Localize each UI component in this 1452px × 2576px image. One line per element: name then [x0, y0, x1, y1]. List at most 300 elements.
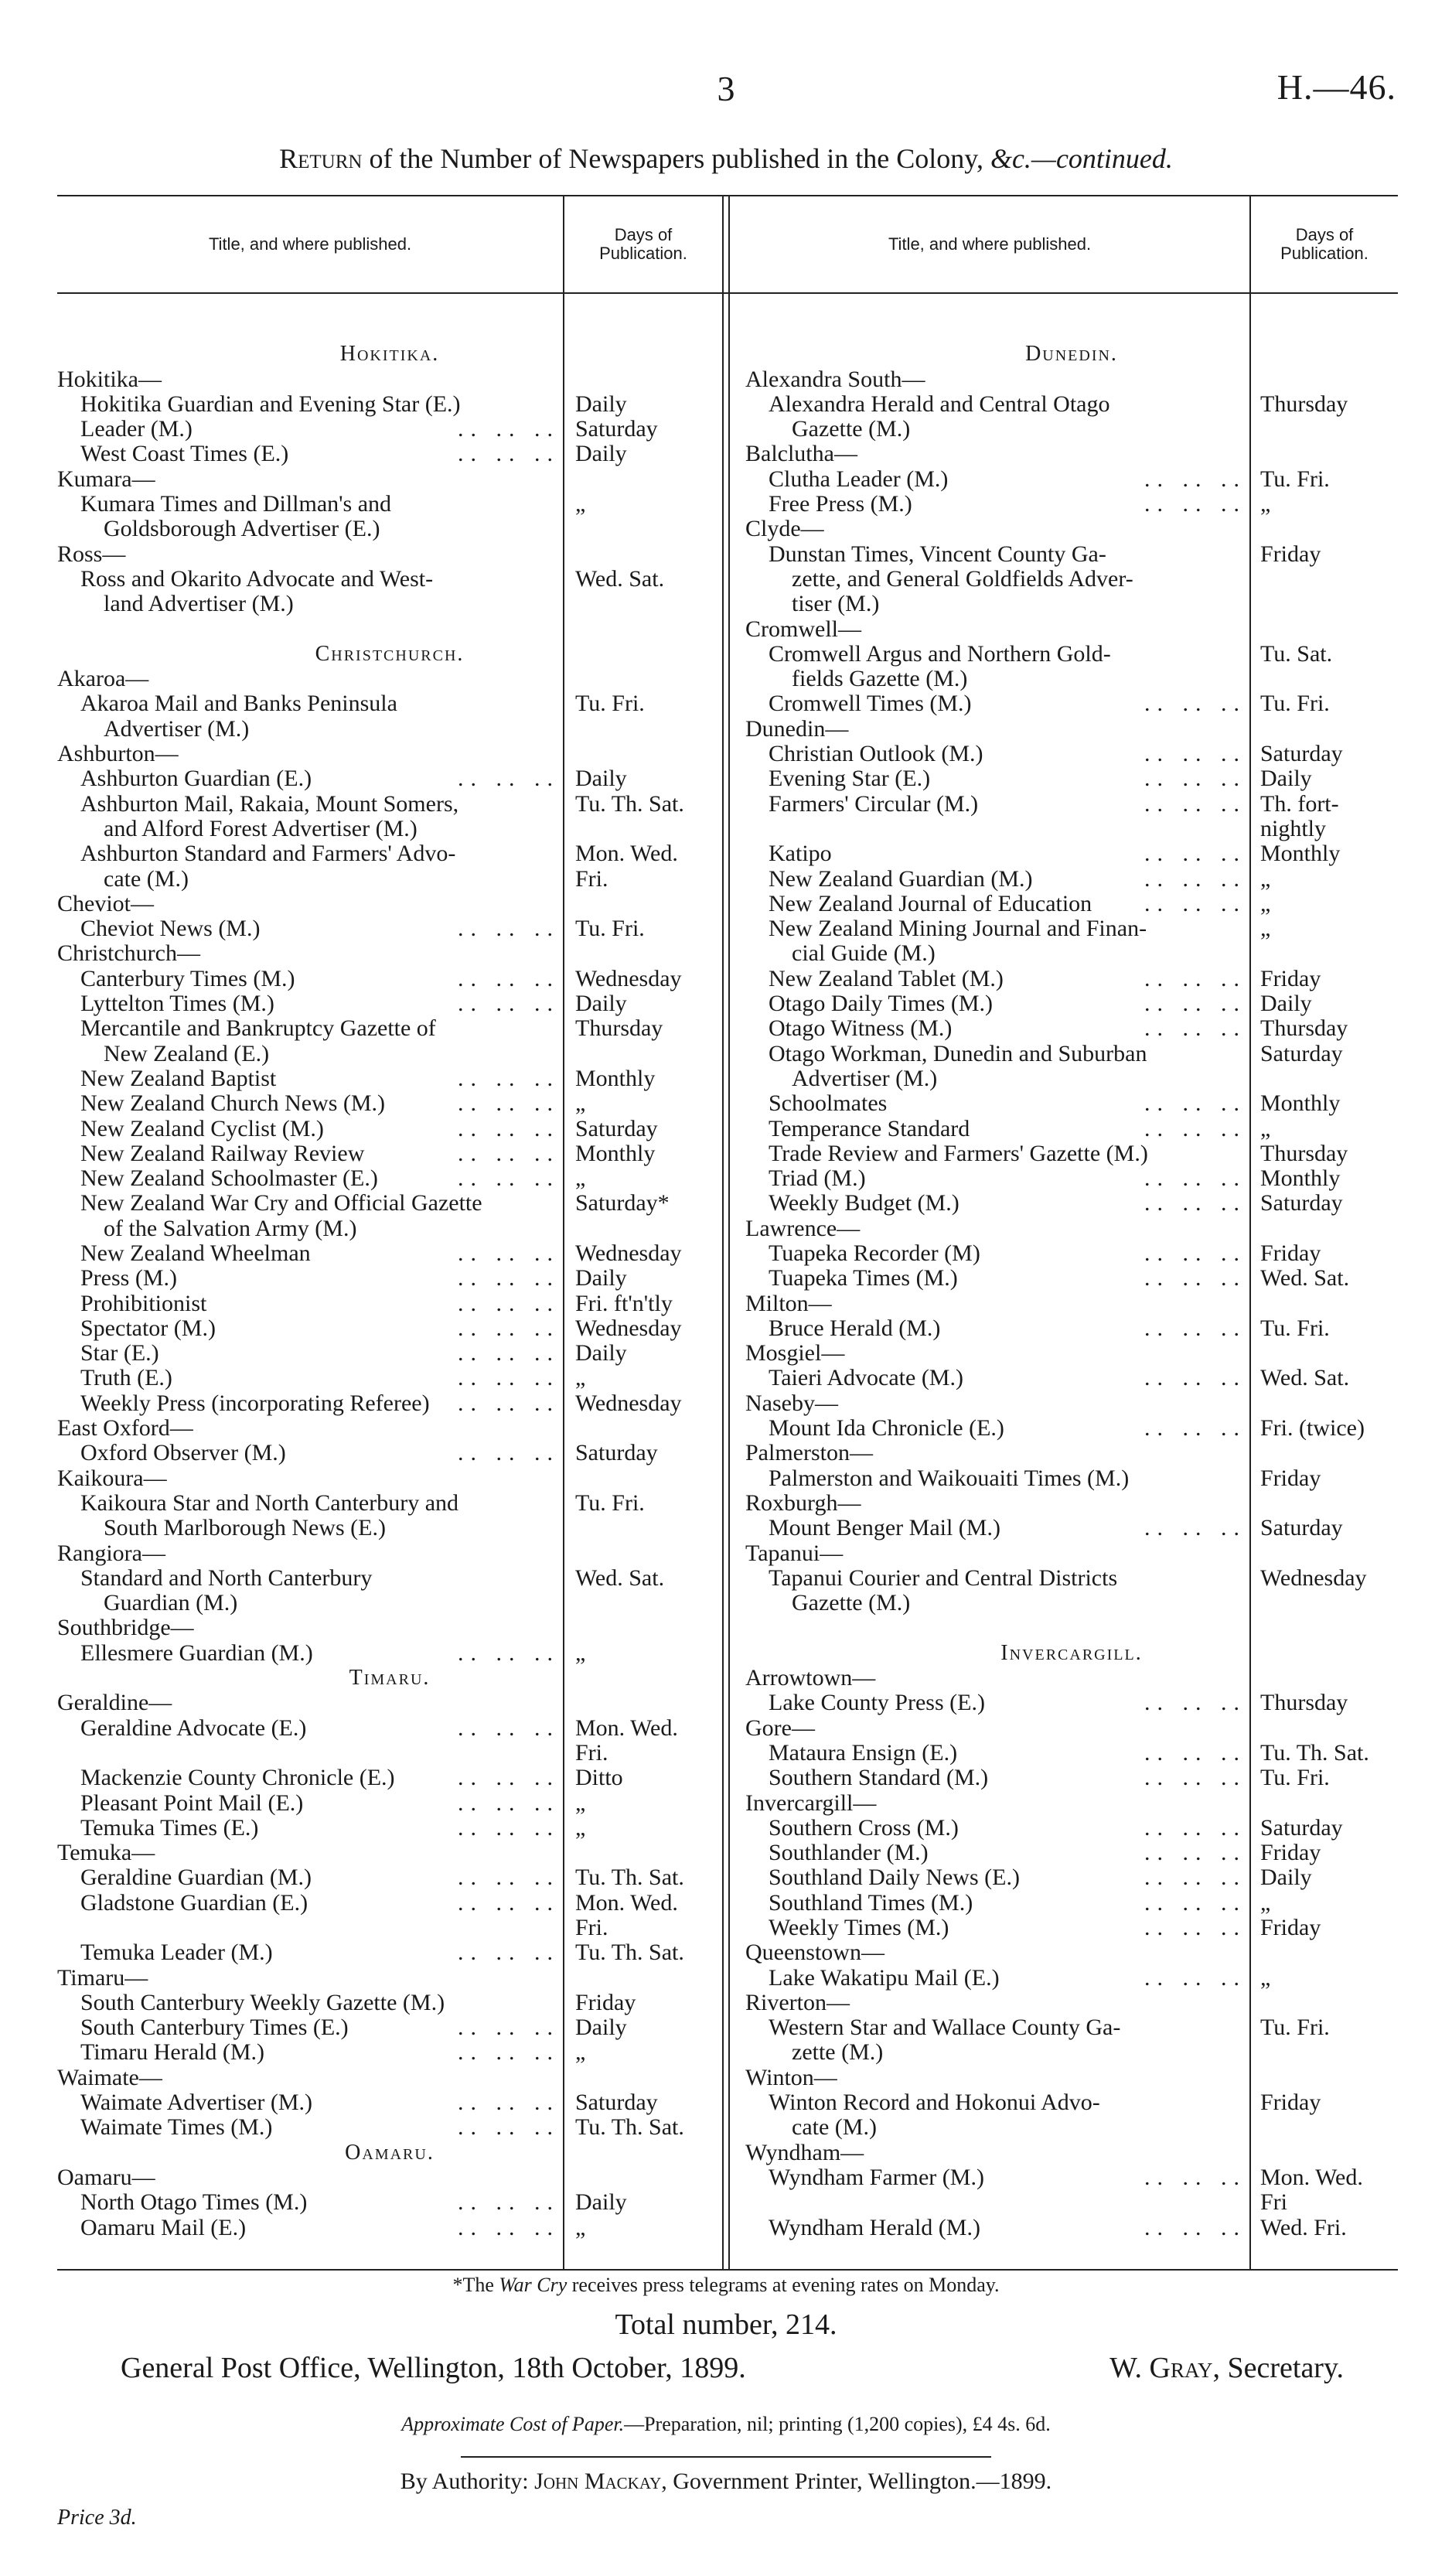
table-row [745, 1141, 1398, 1166]
table-row [57, 742, 722, 766]
publication-days: Tu. Th. Sat. [575, 790, 684, 817]
publication-days: Saturday [1260, 1814, 1343, 1841]
header-days-line2: Publication. [1280, 244, 1368, 263]
table-row [57, 517, 722, 541]
publication-days: „ [575, 1365, 586, 1391]
table-row [57, 542, 722, 567]
place-name: Timaru— [57, 1964, 148, 1991]
table-row [57, 1541, 722, 1566]
newspaper-title: Christian Outlook (M.) [769, 741, 983, 767]
newspaper-title: New Zealand Church News (M.) [80, 1090, 386, 1117]
table-row [745, 1366, 1398, 1390]
paper-cost [0, 2413, 1452, 2436]
place-name: Tapanui— [745, 1540, 844, 1566]
table-row [57, 1166, 722, 1191]
dot-leader: .. .. .. [458, 1440, 560, 1466]
dot-leader: .. .. .. [458, 1240, 560, 1266]
newspaper-title: New Zealand Tablet (M.) [769, 965, 1004, 991]
publication-days: „ [575, 1090, 586, 1117]
publication-days: Friday [1260, 1240, 1321, 1266]
newspaper-title: Mount Benger Mail (M.) [769, 1515, 1000, 1541]
publication-days: Saturday [1260, 741, 1343, 767]
table-row [745, 1066, 1398, 1091]
dot-leader: .. .. .. [458, 1889, 560, 1916]
dot-leader: .. .. .. [458, 1765, 560, 1791]
title-tail: &c.—continued. [990, 143, 1173, 174]
table-row [57, 1691, 722, 1715]
footnote-name: War Cry [499, 2274, 568, 2296]
table-row [57, 1416, 722, 1441]
newspaper-title: cate (M.) [104, 865, 189, 892]
place-name: Oamaru— [57, 2164, 155, 2190]
table-row [57, 492, 722, 517]
table-row [745, 1466, 1398, 1491]
place-name: Rangiora— [57, 1540, 165, 1566]
table-row [57, 1141, 722, 1166]
publication-days: Wednesday [575, 1390, 682, 1416]
publication-days: Daily [1260, 766, 1312, 792]
newspaper-title: Mercantile and Bankruptcy Gazette of [80, 1015, 436, 1042]
dot-leader: .. .. .. [458, 1865, 560, 1891]
newspaper-title: New Zealand (E.) [104, 1040, 270, 1066]
table-row [57, 1891, 722, 1916]
table-row [745, 367, 1398, 392]
table-row [57, 941, 722, 966]
place-name: Kaikoura— [57, 1465, 167, 1491]
newspaper-title: Tapanui Courier and Central Districts [769, 1564, 1118, 1591]
publication-days: „ [575, 1790, 586, 1816]
dot-leader: .. .. .. [458, 2090, 560, 2116]
publication-days: „ [575, 1814, 586, 1841]
place-name: Mosgiel— [745, 1340, 845, 1366]
table-row [57, 1741, 722, 1766]
newspaper-title: Wyndham Herald (M.) [769, 2214, 980, 2240]
table-row [745, 1166, 1398, 1191]
dot-leader: .. .. .. [458, 965, 560, 991]
table-row [57, 2115, 722, 2140]
header-title-left: Title, and where published. [208, 234, 412, 254]
dot-leader: .. .. .. [1144, 1265, 1246, 1291]
publication-days: Fri. [575, 1739, 608, 1766]
publication-days: Friday [1260, 2090, 1321, 2116]
publication-days: Saturday [575, 1115, 658, 1141]
newspaper-title: Pleasant Point Mail (E.) [80, 1790, 304, 1816]
table-row [57, 317, 722, 342]
table-row [745, 1841, 1398, 1865]
dot-leader: .. .. .. [458, 2015, 560, 2041]
newspaper-title: Weekly Budget (M.) [769, 1190, 959, 1216]
newspaper-title: Western Star and Wallace County Ga- [769, 2015, 1121, 2041]
dot-leader: .. .. .. [458, 1940, 560, 1966]
authority-name: John Mackay [534, 2469, 662, 2494]
section-heading: Timaru. [349, 1666, 431, 1691]
newspaper-title: Geraldine Guardian (M.) [80, 1865, 312, 1891]
newspaper-title: Waimate Advertiser (M.) [80, 2090, 312, 2116]
newspaper-title: Lyttelton Times (M.) [80, 991, 274, 1017]
section-heading: Christchurch. [315, 641, 465, 666]
newspaper-title: Oamaru Mail (E.) [80, 2214, 247, 2240]
newspaper-table [57, 195, 1398, 2271]
section-heading: Oamaru. [345, 2140, 435, 2165]
total-count: Total number, 214. [615, 2308, 837, 2341]
newspaper-title: Katipo [769, 841, 832, 867]
newspaper-title: Kaikoura Star and North Canterbury and [80, 1489, 459, 1516]
table-row [745, 766, 1398, 791]
newspaper-title: New Zealand Journal of Education [769, 890, 1092, 916]
table-row [745, 967, 1398, 991]
publication-days: Fri. (twice) [1260, 1415, 1365, 1442]
dot-leader: .. .. .. [1144, 1915, 1246, 1940]
publication-days: Thursday [1260, 1690, 1348, 1716]
table-row [745, 2040, 1398, 2065]
place-name: Roxburgh— [745, 1489, 861, 1516]
newspaper-title: Otago Daily Times (M.) [769, 991, 994, 1017]
table-row [745, 392, 1398, 417]
dot-leader: .. .. .. [1144, 1765, 1246, 1791]
newspaper-title: Otago Witness (M.) [769, 1015, 953, 1042]
newspaper-title: South Canterbury Times (E.) [80, 2015, 349, 2041]
newspaper-title: Southlander (M.) [769, 1840, 929, 1866]
publication-days: Tu. Th. Sat. [575, 1865, 684, 1891]
table-row [745, 2066, 1398, 2090]
publication-days: Wednesday [575, 1315, 682, 1341]
publication-days: Tu. Fri. [575, 1489, 645, 1516]
publication-days: Wednesday [575, 1240, 682, 1266]
table-row [745, 1741, 1398, 1766]
place-name: Queenstown— [745, 1940, 884, 1966]
newspaper-title: Taieri Advocate (M.) [769, 1365, 963, 1391]
publication-days: Friday [1260, 1915, 1321, 1940]
newspaper-title: zette (M.) [792, 2039, 884, 2066]
footnote [0, 2274, 1452, 2297]
table-row [745, 642, 1398, 667]
table-row [57, 1216, 722, 1241]
table-row [745, 492, 1398, 517]
newspaper-title: Oxford Observer (M.) [80, 1440, 286, 1466]
authority-rule [461, 2456, 991, 2458]
publication-days: Thursday [1260, 1140, 1348, 1166]
publication-days: Mon. Wed. [1260, 2164, 1363, 2190]
newspaper-title: Timaru Herald (M.) [80, 2039, 265, 2066]
table-row [745, 667, 1398, 691]
table-row [57, 1816, 722, 1841]
newspaper-title: Star (E.) [80, 1340, 159, 1366]
table-row [57, 1441, 722, 1465]
authority-lead: By Authority: [400, 2469, 535, 2494]
signature-name: W. Gray [1109, 2352, 1213, 2384]
table-row [745, 542, 1398, 567]
dot-leader: .. .. .. [1144, 691, 1246, 717]
table-row [745, 991, 1398, 1016]
dot-leader: .. .. .. [458, 1065, 560, 1091]
table-row [745, 867, 1398, 892]
newspaper-title: Ellesmere Guardian (M.) [80, 1639, 313, 1666]
dot-leader: .. .. .. [1144, 2214, 1246, 2240]
dot-leader: .. .. .. [458, 416, 560, 442]
publication-days: Tu. Fri. [1260, 1315, 1330, 1341]
newspaper-title: Clutha Leader (M.) [769, 466, 949, 492]
table-row [57, 1966, 722, 1991]
publication-days: „ [575, 1165, 586, 1192]
publication-days: Daily [575, 1340, 627, 1366]
table-row [57, 1865, 722, 1890]
place-name: Ashburton— [57, 741, 179, 767]
table-row [745, 1091, 1398, 1116]
price: Price 3d. [57, 2506, 137, 2530]
header-title-right: Title, and where published. [888, 234, 1092, 254]
newspaper-title: New Zealand Schoolmaster (E.) [80, 1165, 378, 1192]
place-name: Cheviot— [57, 890, 154, 916]
place-name: Arrowtown— [745, 1665, 876, 1691]
dot-leader: .. .. .. [1144, 1090, 1246, 1117]
signature [1109, 2351, 1344, 2385]
table-row [57, 841, 722, 866]
column-divider-center-b [728, 196, 730, 2269]
table-row [57, 592, 722, 616]
table-row [745, 1816, 1398, 1841]
table-row [745, 1216, 1398, 1241]
publication-days: Saturday* [575, 1190, 670, 1216]
publication-days: Daily [575, 391, 627, 417]
table-row [745, 2141, 1398, 2165]
newspaper-title: Ashburton Guardian (E.) [80, 766, 312, 792]
table-row [57, 1466, 722, 1491]
newspaper-title: Standard and North Canterbury [80, 1564, 373, 1591]
publication-days: „ [1260, 1115, 1271, 1141]
table-row [57, 1766, 722, 1790]
dot-leader: .. .. .. [1144, 1865, 1246, 1891]
table-row [745, 2015, 1398, 2040]
dot-leader: .. .. .. [1144, 1240, 1246, 1266]
table-row [57, 967, 722, 991]
section-heading: Invercargill. [1000, 1640, 1143, 1665]
publication-days: Monthly [1260, 1090, 1341, 1117]
publication-days: Ditto [575, 1765, 623, 1791]
dot-leader: .. .. .. [1144, 1889, 1246, 1916]
place-name: Invercargill— [745, 1790, 877, 1816]
newspaper-title: Bruce Herald (M.) [769, 1315, 941, 1341]
publication-days: Thursday [1260, 391, 1348, 417]
newspaper-title: Farmers' Circular (M.) [769, 790, 979, 817]
place-name: Southbridge— [57, 1615, 194, 1641]
table-row [745, 2190, 1398, 2215]
authority-line [0, 2469, 1452, 2495]
table-row [745, 417, 1398, 442]
newspaper-title: Prohibitionist [80, 1290, 207, 1316]
newspaper-title: Temperance Standard [769, 1115, 970, 1141]
publication-days: Friday [1260, 965, 1321, 991]
table-row [57, 392, 722, 417]
table-row [745, 941, 1398, 966]
newspaper-title: New Zealand Wheelman [80, 1240, 311, 1266]
publication-days: Thursday [1260, 1015, 1348, 1042]
publication-days: Wed. Sat. [575, 565, 665, 592]
table-row [745, 1566, 1398, 1591]
place-name: Waimate— [57, 2064, 162, 2090]
table-row [57, 2090, 722, 2115]
publication-days: Friday [575, 1989, 636, 2015]
dot-leader: .. .. .. [1144, 1115, 1246, 1141]
publication-days: Saturday [1260, 1040, 1343, 1066]
title-lead: Return [279, 143, 363, 174]
table-row [745, 1042, 1398, 1066]
header-divider [57, 292, 1398, 294]
newspaper-title: cial Guide (M.) [792, 940, 936, 967]
dot-leader: .. .. .. [458, 1315, 560, 1341]
table-row [745, 691, 1398, 716]
publication-days: „ [575, 2214, 586, 2240]
publication-days: Tu. Fri. [1260, 1765, 1330, 1791]
dot-leader: .. .. .. [1144, 766, 1246, 792]
place-name: Lawrence— [745, 1215, 861, 1241]
publication-days: Daily [575, 2015, 627, 2041]
table-row [745, 841, 1398, 866]
signature-title: , Secretary. [1212, 2352, 1344, 2384]
publication-days: „ [575, 491, 586, 517]
newspaper-title: Kumara Times and Dillman's and [80, 491, 392, 517]
table-row [57, 1291, 722, 1316]
newspaper-title: Evening Star (E.) [769, 766, 931, 792]
newspaper-title: Guardian (M.) [104, 1590, 238, 1616]
dot-leader: .. .. .. [1144, 1515, 1246, 1541]
newspaper-title: Tuapeka Recorder (M) [769, 1240, 980, 1266]
table-row [57, 766, 722, 791]
table-row [745, 1541, 1398, 1566]
dot-leader: .. .. .. [458, 1340, 560, 1366]
dot-leader: .. .. .. [1144, 1814, 1246, 1841]
table-row [745, 817, 1398, 841]
table-row [745, 1441, 1398, 1465]
table-row [745, 1117, 1398, 1141]
newspaper-title: of the Salvation Army (M.) [104, 1215, 357, 1241]
publication-days: Daily [575, 2189, 627, 2216]
table-row [745, 592, 1398, 616]
table-row [57, 1841, 722, 1865]
dot-leader: .. .. .. [1144, 841, 1246, 867]
table-row [745, 792, 1398, 817]
publication-days: Tu. Fri. [1260, 691, 1330, 717]
place-name: Riverton— [745, 1989, 850, 2015]
table-row [745, 2216, 1398, 2240]
header-days-line1: Days of [614, 225, 673, 244]
dot-leader: .. .. .. [1144, 1415, 1246, 1442]
dot-leader: .. .. .. [458, 1115, 560, 1141]
newspaper-title: Lake County Press (E.) [769, 1690, 985, 1716]
publication-days: „ [1260, 916, 1271, 942]
table-row [57, 617, 722, 642]
table-row [57, 1341, 722, 1366]
publication-days: Mon. Wed. [575, 1889, 678, 1916]
newspaper-title: Gazette (M.) [792, 416, 911, 442]
newspaper-title: Spectator (M.) [80, 1315, 216, 1341]
table-row [57, 1616, 722, 1640]
newspaper-title: Ashburton Standard and Farmers' Advo- [80, 841, 456, 867]
dot-leader: .. .. .. [458, 1265, 560, 1291]
table-row [57, 667, 722, 691]
newspaper-title: Triad (M.) [769, 1165, 866, 1192]
publication-days: Mon. Wed. [575, 1714, 678, 1741]
newspaper-title: Cromwell Argus and Northern Gold- [769, 640, 1111, 667]
place-name: Naseby— [745, 1390, 838, 1416]
newspaper-title: Temuka Leader (M.) [80, 1940, 273, 1966]
newspaper-title: Akaroa Mail and Banks Peninsula [80, 691, 397, 717]
table-row [57, 1316, 722, 1341]
newspaper-title: Temuka Times (E.) [80, 1814, 259, 1841]
section-heading: Hokitika. [339, 342, 440, 367]
newspaper-title: Southland Times (M.) [769, 1889, 973, 1916]
place-name: Clyde— [745, 516, 824, 542]
dot-leader: .. .. .. [1144, 491, 1246, 517]
header-days-right [1251, 196, 1398, 292]
publication-days: Monthly [1260, 841, 1341, 867]
publication-days: Friday [1260, 1840, 1321, 1866]
dot-leader: .. .. .. [458, 916, 560, 942]
publication-days: „ [1260, 1964, 1271, 1991]
dot-leader: .. .. .. [1144, 1165, 1246, 1192]
table-row [745, 1241, 1398, 1266]
table-row [57, 467, 722, 492]
table-row [745, 1666, 1398, 1691]
publication-days: Wed. Sat. [1260, 1365, 1350, 1391]
table-row [745, 717, 1398, 742]
newspaper-title: Weekly Press (incorporating Referee) [80, 1390, 430, 1416]
office-line: General Post Office, Wellington, 18th October, 1899. [121, 2352, 746, 2384]
table-row [57, 2015, 722, 2040]
table-row [745, 916, 1398, 941]
newspaper-title: Waimate Times (M.) [80, 2114, 273, 2141]
place-name: Kumara— [57, 466, 155, 492]
publication-days: Saturday [575, 1440, 658, 1466]
table-row [745, 567, 1398, 592]
newspaper-title: South Canterbury Weekly Gazette (M.) [80, 1989, 445, 2015]
table-row [745, 1916, 1398, 1940]
dot-leader: .. .. .. [1144, 865, 1246, 892]
newspaper-title: Ross and Okarito Advocate and West- [80, 565, 434, 592]
dot-leader: .. .. .. [458, 991, 560, 1017]
table-row [745, 317, 1398, 342]
table-row [745, 1316, 1398, 1341]
page-title [0, 142, 1452, 175]
dot-leader: .. .. .. [1144, 991, 1246, 1017]
newspaper-title: tiser (M.) [792, 591, 880, 617]
place-name: Wyndham— [745, 2139, 864, 2165]
publication-days: „ [1260, 1889, 1271, 1916]
dot-leader: .. .. .. [1144, 1739, 1246, 1766]
publication-days: Tu. Fri. [575, 691, 645, 717]
newspaper-title: Lake Wakatipu Mail (E.) [769, 1964, 1000, 1991]
newspaper-title: New Zealand Baptist [80, 1065, 277, 1091]
publication-days: „ [1260, 865, 1271, 892]
publication-days: Daily [1260, 991, 1312, 1017]
table-row [57, 817, 722, 841]
newspaper-title: Advertiser (M.) [792, 1065, 938, 1091]
table-row [57, 1791, 722, 1816]
document-reference: H.—46. [1276, 67, 1396, 107]
table-row [745, 467, 1398, 492]
newspaper-title: Press (M.) [80, 1265, 177, 1291]
place-name: Winton— [745, 2064, 837, 2090]
table-row [57, 567, 722, 592]
dot-leader: .. .. .. [458, 1639, 560, 1666]
newspaper-title: Southern Cross (M.) [769, 1814, 959, 1841]
dot-leader: .. .. .. [458, 1814, 560, 1841]
table-row [57, 1117, 722, 1141]
place-name: Alexandra South— [745, 366, 925, 392]
table-row [745, 1991, 1398, 2015]
table-row [745, 1940, 1398, 1965]
place-name: Ross— [57, 541, 126, 567]
table-row [57, 2165, 722, 2190]
